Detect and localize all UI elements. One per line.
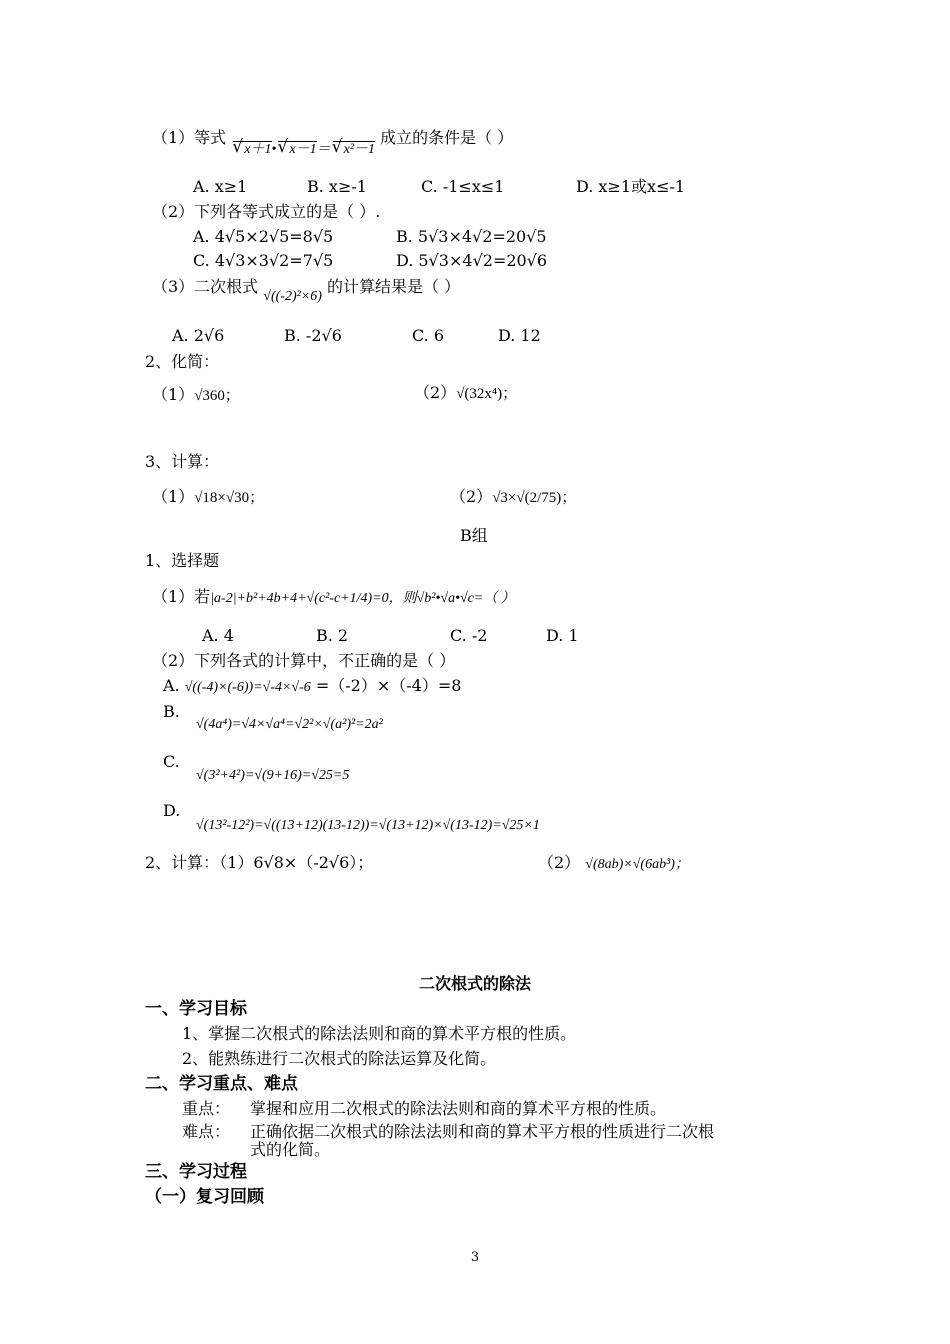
b-q2-d-label: D.	[163, 801, 181, 820]
b-group-title: B组	[460, 526, 488, 545]
b-s2-p1: （1）6√8×（-2√6）；	[219, 853, 374, 872]
a-q3-suffix: 的计算结果是（ ）	[327, 277, 461, 296]
a-q2-option-a: A. 4√5×2√5=8√5	[193, 227, 334, 246]
b-s2-title: 2、计算：	[145, 853, 220, 872]
a-q1	[152, 128, 514, 157]
a-q3-prefix: （3）二次根式	[152, 277, 259, 296]
section-title: 二次根式的除法	[418, 974, 531, 993]
key-label: 重点：	[182, 1099, 231, 1118]
b-q1-formula: |a-2|+b²+4b+4+√(c²-c+1/4)=0，则√b²•√a•√c=（ ）	[210, 591, 515, 606]
review-heading: （一）复习回顾	[145, 1187, 264, 1207]
b-q2-c-label: C.	[163, 752, 180, 771]
a-q1-prefix: （1）等式	[152, 128, 227, 147]
a-s2-title: 2、化简：	[145, 352, 220, 371]
b-q1-option-d: D. 1	[546, 626, 579, 645]
diff-text-1: 正确依据二次根式的除法法则和商的算术平方根的性质进行二次根	[250, 1122, 715, 1141]
b-q1-option-b: B. 2	[316, 626, 349, 645]
a-q1-formula: √ x＋1•√ x－1＝√ x²－1	[231, 142, 375, 157]
key-text: 掌握和应用二次根式的除法法则和商的算术平方根的性质。	[250, 1099, 667, 1118]
keys-heading: 二、学习重点、难点	[145, 1074, 298, 1094]
b-q1-prefix: （1）若	[152, 587, 211, 606]
a-q3-option-c: C. 6	[412, 326, 445, 345]
a-q2-option-c: C. 4√3×3√2=7√5	[193, 251, 334, 270]
b-q2-prompt: （2）下列各式的计算中，不正确的是（ ）	[152, 651, 456, 670]
a-s3-p1: （1）√18×√30；	[152, 487, 265, 506]
a-s2-p2: （2）√(32x⁴)；	[414, 383, 518, 402]
b-q1	[152, 587, 515, 609]
b-q2-c: √(3²+4²)=√(9+16)=√25=5	[196, 768, 350, 783]
a-q1-suffix: 成立的条件是（ ）	[380, 128, 514, 147]
b-q2-b-label: B.	[163, 702, 180, 721]
a-q1-option-d: D. x≥1或x≤-1	[576, 177, 686, 196]
a-q3	[152, 277, 461, 304]
b-q1-option-c: C. -2	[450, 626, 488, 645]
goals-heading: 一、学习目标	[145, 999, 247, 1019]
b-s2	[145, 853, 373, 873]
a-s2-p1: （1）√360；	[152, 385, 240, 404]
a-q3-option-b: B. -2√6	[284, 326, 342, 345]
b-q2-d: √(13²-12²)=√((13+12)(13-12))=√(13+12)×√(13-12)=√25×1	[196, 818, 540, 833]
a-q3-option-d: D. 12	[498, 326, 541, 345]
b-q1-option-a: A. 4	[202, 626, 234, 645]
process-heading: 三、学习过程	[145, 1162, 247, 1182]
a-q3-option-a: A. 2√6	[172, 326, 225, 345]
b-q2-a: A. √((-4)×(-6))=√-4×√-6 =（-2）×（-4）=8	[163, 676, 462, 695]
goal-2: 2、能熟练进行二次根式的除法运算及化简。	[182, 1049, 497, 1068]
diff-text-2: 式的化简。	[250, 1140, 331, 1159]
a-q2-prompt: （2）下列各等式成立的是（ ）.	[152, 202, 381, 221]
a-q3-formula: √((-2)²×6)	[263, 289, 322, 304]
b-s1-title: 1、选择题	[145, 551, 220, 570]
a-s3-title: 3、计算：	[145, 452, 220, 471]
b-q2-b: √(4a⁴)=√4×√a⁴=√2²×√(a²)²=2a²	[196, 717, 383, 732]
a-q1-option-c: C. -1≤x≤1	[421, 177, 505, 196]
a-q2-option-b: B. 5√3×4√2=20√5	[396, 227, 547, 246]
goal-1: 1、掌握二次根式的除法法则和商的算术平方根的性质。	[182, 1024, 577, 1043]
page-number: 3	[470, 1250, 480, 1265]
a-s3-p2: （2）√3×√(2/75)；	[450, 487, 577, 506]
a-q2-option-d: D. 5√3×4√2=20√6	[396, 251, 548, 270]
diff-label: 难点：	[182, 1122, 231, 1141]
a-q1-option-a: A. x≥1	[193, 177, 248, 196]
a-q1-option-b: B. x≥-1	[307, 177, 367, 196]
b-s2-p2: （2） √(8ab)×√(6ab³)；	[538, 853, 689, 872]
